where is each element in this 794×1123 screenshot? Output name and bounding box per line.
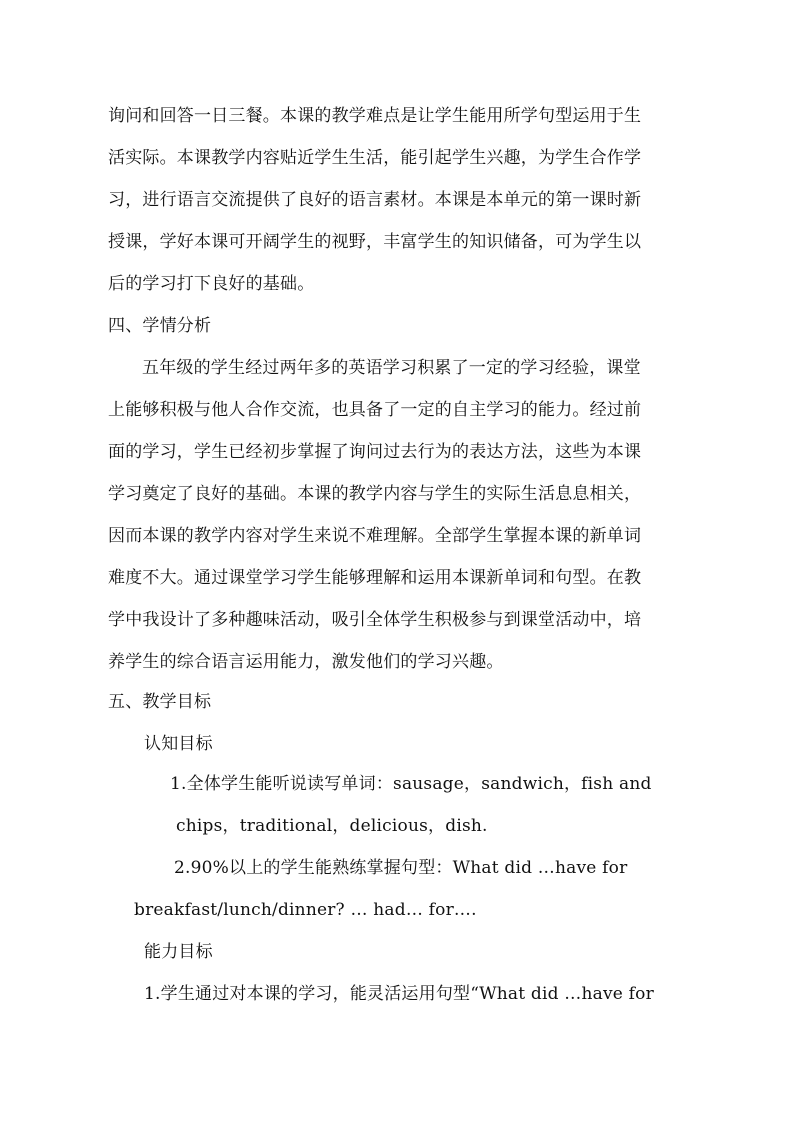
subheading-ability-goals: 能力目标 — [144, 942, 213, 962]
paragraph-line: 活实际。本课教学内容贴近学生生活，能引起学生兴趣，为学生合作学 — [108, 148, 642, 168]
paragraph-line: 后的学习打下良好的基础。 — [108, 274, 315, 294]
paragraph-line: 询问和回答一日三餐。本课的教学难点是让学生能用所学句型运用于生 — [108, 106, 642, 126]
list-item-line: 1.全体学生能听说读写单词：sausage，sandwich，fish and — [170, 774, 652, 794]
list-item-line: breakfast/lunch/dinner? … had… for…. — [134, 900, 477, 920]
paragraph-line: 养学生的综合语言运用能力，激发他们的学习兴趣。 — [108, 652, 504, 672]
paragraph-line: 学中我设计了多种趣味活动，吸引全体学生积极参与到课堂活动中，培 — [108, 610, 642, 630]
paragraph-line: 授课，学好本课可开阔学生的视野，丰富学生的知识储备，可为学生以 — [108, 232, 642, 252]
list-item-line: 1.学生通过对本课的学习，能灵活运用句型“What did …have for — [144, 984, 654, 1004]
paragraph-line: 面的学习，学生已经初步掌握了询问过去行为的表达方法，这些为本课 — [108, 442, 642, 462]
section-heading-student-analysis: 四、学情分析 — [108, 316, 212, 336]
paragraph-line: 五年级的学生经过两年多的英语学习积累了一定的学习经验，课堂 — [142, 358, 641, 378]
paragraph-line: 上能够积极与他人合作交流，也具备了一定的自主学习的能力。经过前 — [108, 400, 642, 420]
paragraph-line: 学习奠定了良好的基础。本课的教学内容与学生的实际生活息息相关， — [108, 484, 642, 504]
section-heading-teaching-goals: 五、教学目标 — [108, 692, 212, 712]
subheading-cognitive-goals: 认知目标 — [144, 734, 213, 754]
list-item-line: 2.90%以上的学生能熟练掌握句型：What did …have for — [174, 858, 628, 878]
paragraph-line: 因而本课的教学内容对学生来说不难理解。全部学生掌握本课的新单词 — [108, 526, 642, 546]
paragraph-line: 习，进行语言交流提供了良好的语言素材。本课是本单元的第一课时新 — [108, 190, 642, 210]
paragraph-line: 难度不大。通过课堂学习学生能够理解和运用本课新单词和句型。在教 — [108, 568, 642, 588]
list-item-line: chips，traditional，delicious，dish. — [176, 816, 488, 836]
